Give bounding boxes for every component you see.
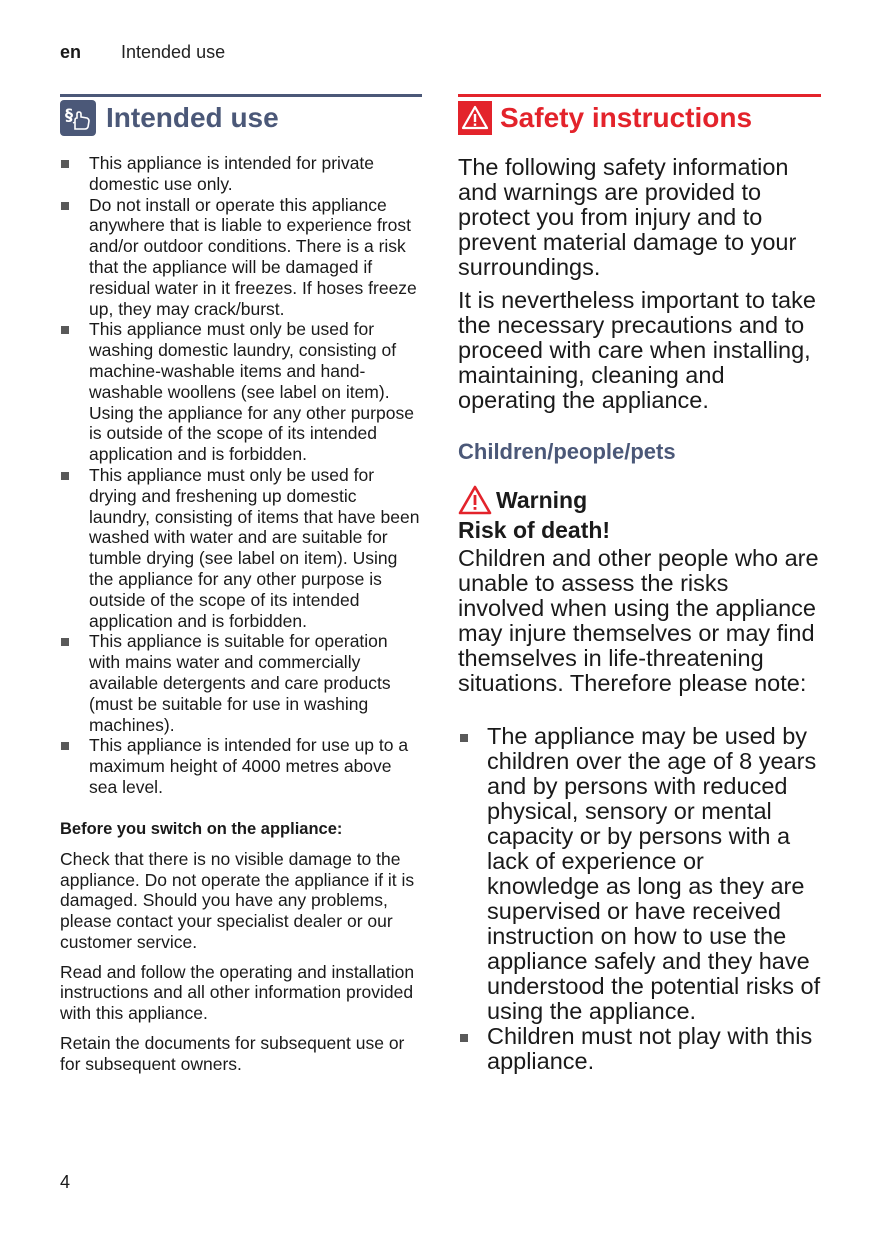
warning-title: Risk of death! bbox=[458, 517, 611, 543]
intended-use-title: Intended use bbox=[106, 102, 279, 133]
intro-paragraph: The following safety information and warnings are provided to protect you from injury and to prevent material damage to your surroundings. bbox=[458, 154, 797, 280]
intended-use-column bbox=[60, 94, 422, 1084]
svg-text:§: § bbox=[65, 105, 73, 124]
list-item: The appliance may be used by children over the age of 8 years and by persons with reduced physical, sensory or mental capacity or by persons with a lack of experience or knowledge as long as they are supervised or have received instruction on how to use the appliance safely and they have understood the potential risks of using the appliance. bbox=[458, 724, 821, 1024]
paragraph: Read and follow the operating and installation instructions and all other information provided with this appliance. bbox=[60, 961, 415, 1024]
paragraph: Retain the documents for subsequent use or for subsequent owners. bbox=[60, 1033, 405, 1074]
warning-label-row bbox=[458, 485, 821, 515]
warning-triangle-icon bbox=[458, 101, 492, 135]
warning-label: Warning bbox=[496, 486, 588, 513]
intended-use-hand-icon bbox=[60, 100, 96, 136]
list-item: This appliance is intended for use up to a maximum height of 4000 metres above sea level. bbox=[60, 735, 422, 797]
safety-instructions-title: Safety instructions bbox=[500, 102, 753, 133]
children-safety-list bbox=[458, 724, 821, 1074]
list-item: Children must not play with this appliance. bbox=[458, 1024, 821, 1074]
list-item: This appliance is suitable for operation with mains water and commercially available detergents and care products (must be suitable for use in washing machines). bbox=[60, 631, 422, 735]
running-section-title: Intended use bbox=[121, 42, 226, 62]
warning-body: Children and other people who are unable to assess the risks involved when using the appliance may injure themselves or may find themselves in life-threatening situations. Therefore please note: bbox=[458, 545, 819, 696]
list-item: This appliance must only be used for washing domestic laundry, consisting of machine-washable items and hand-washable woollens (see label on item). Using the appliance for any other purpose is outside of the scope of its intended application and is forbidden. bbox=[60, 319, 422, 465]
intended-use-header bbox=[60, 94, 422, 135]
paragraph: Check that there is no visible damage to the appliance. Do not operate the appliance if it is damaged. Should you have any problems, please contact your specialist dealer or our customer service. bbox=[60, 848, 415, 952]
page-number: 4 bbox=[60, 1172, 71, 1192]
page-header bbox=[60, 42, 226, 63]
list-item: Do not install or operate this appliance anywhere that is liable to experience frost and/or outdoor conditions. There is a risk that the appliance will be damaged if residual water in it freezes. If hoses freeze up, they may crack/burst. bbox=[60, 195, 422, 320]
safety-instructions-header bbox=[458, 94, 821, 135]
before-switch-on-heading: Before you switch on the appliance: bbox=[60, 819, 343, 838]
list-item: This appliance is intended for private domestic use only. bbox=[60, 153, 422, 195]
list-item: This appliance must only be used for drying and freshening up domestic laundry, consisting of items that have been washed with water and are suitable for tumble drying (see label on item). Using the appliance for any other purpose is outside of the scope of its intended application and is forbidden. bbox=[60, 465, 422, 631]
intro-paragraph: It is nevertheless important to take the necessary precautions and to proceed with care when installing, maintaining, cleaning and operating the appliance. bbox=[458, 287, 816, 413]
intended-use-list bbox=[60, 153, 422, 798]
children-people-pets-heading: Children/people/pets bbox=[458, 439, 676, 464]
warning-icon bbox=[458, 485, 492, 515]
language-code: en bbox=[60, 42, 82, 62]
safety-instructions-column bbox=[458, 94, 821, 1074]
